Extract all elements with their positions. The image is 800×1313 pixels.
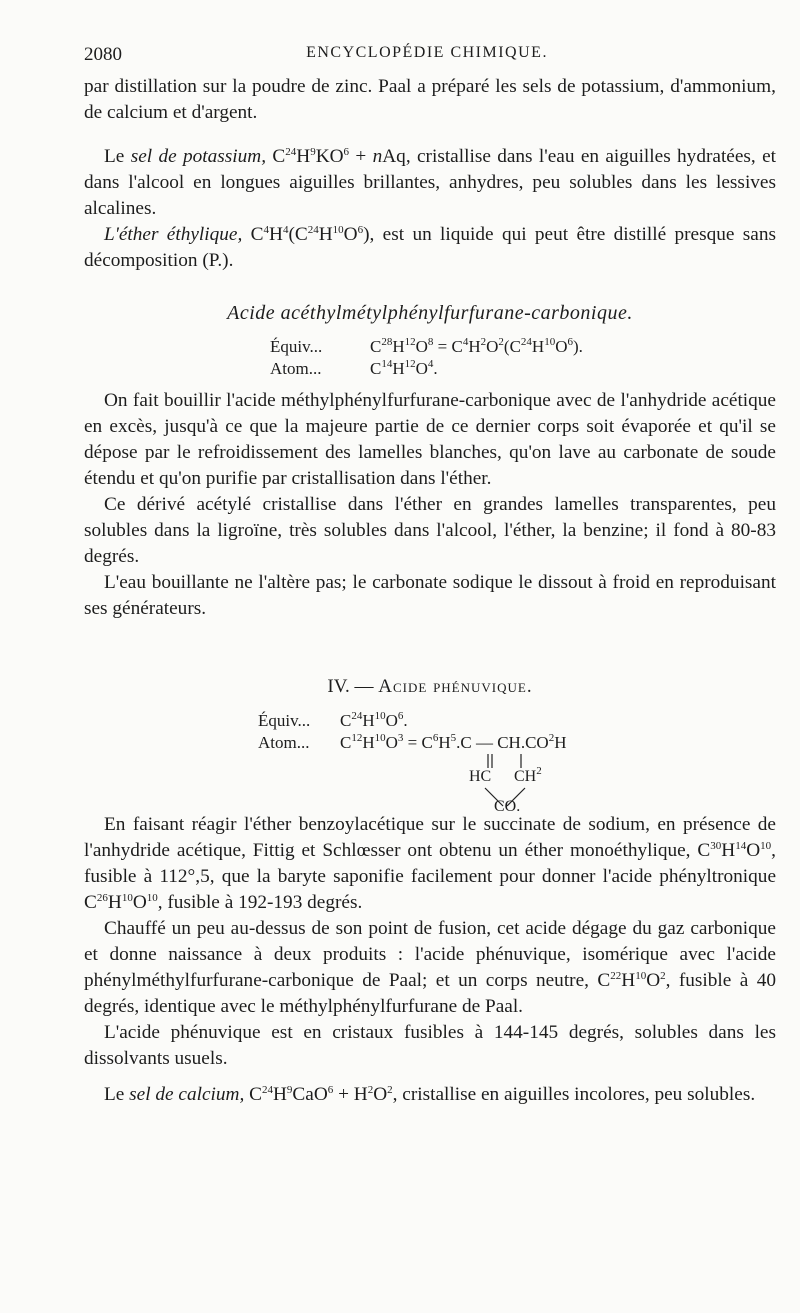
equiv-label-2: Équiv... xyxy=(258,711,311,730)
atom-formula-2: $C^{12}H^{10}O^3 = C^6H^5.C$ — $CH.CO^2H$ xyxy=(340,732,567,752)
paragraph-preparation: On fait bouillir l'acide méthylphénylfurfurane-carbonique avec de l'anhydride acétique en excès, jusqu'à ce que la majeure partie de ce dernier corps soit évaporée et qu'il se dépose par le refroidissement des lamelles blanches, qu'on lave au carbonate de soude étendu et qu'on purifie par cristallisation dans l'éther. xyxy=(84,390,776,489)
paragraph-potassium-salt: Le sel de potassium, $C^{24}H^9KO^6$ + nAq, cristallise dans l'eau en aiguilles hydratées, et dans l'alcool en longues aiguilles brillantes, anhydres, peu solubles dans les lessives alcalines. xyxy=(84,146,776,219)
formula-block-2 xyxy=(84,710,776,815)
section-heading-iv: IV. — Acide phénuvique. xyxy=(327,676,533,697)
formula-block-1 xyxy=(84,336,776,388)
atom-label-2: Atom... xyxy=(258,733,310,752)
term-calcium-salt: sel de calcium, xyxy=(129,1084,245,1105)
formula-potassium-salt: $C^{24}H^9KO^6$ + nAq xyxy=(272,146,406,167)
structure-bonds xyxy=(84,710,776,812)
section-title: Acide acéthylmétylphénylfurfurane-carbonique. xyxy=(227,302,633,324)
paragraph-heating: Chauffé un peu au-dessus de son point de fusion, cet acide dégage du gaz carbonique et donne naissance à deux produits : l'acide phénuvique, isomérique avec l'acide phénylméthylfurfurane-carbonique de Paal; et un corps neutre, $C^{22}H^{10}O^2$, fusible à 40 degrés, identique avec le méthylphénylfurfurane de Paal. xyxy=(84,918,776,1017)
paragraph-1: par distillation sur la poudre de zinc. Paal a préparé les sels de potassium, d'ammonium, de calcium et d'argent. xyxy=(84,76,776,123)
ch2-group: $CH^2$ xyxy=(514,765,542,785)
formula-calcium-salt: $C^{24}H^9CaO^6 + H^2O^2$ xyxy=(249,1084,393,1105)
equiv-label: Équiv... xyxy=(270,337,323,356)
term-potassium-salt: sel de potassium, xyxy=(130,146,267,167)
page-body xyxy=(84,74,776,1108)
page-header xyxy=(84,44,770,68)
paragraph-properties: Ce dérivé acétylé cristallise dans l'éther en grandes lamelles transparentes, peu solubles dans la ligroïne, très solubles dans l'alcool, l'éther, la benzine; il fond à 80-83 degrés. xyxy=(84,494,776,567)
paragraph-boiling-water: L'eau bouillante ne l'altère pas; le carbonate sodique le dissout à froid en reproduisant ses générateurs. xyxy=(84,572,776,619)
atom-label: Atom... xyxy=(270,359,322,378)
equiv-formula-2: $C^{24}H^{10}O^6$. xyxy=(340,710,408,730)
paragraph-calcium-salt: Le sel de calcium, $C^{24}H^9CaO^6 + H^2O^2$, cristallise en aiguilles incolores, peu solubles. xyxy=(104,1084,756,1105)
hc-group: HC xyxy=(469,768,492,785)
page-number: 2080 xyxy=(84,44,122,65)
co-group: CO. xyxy=(494,798,521,815)
paragraph-fittig: En faisant réagir l'éther benzoylacétique sur le succinate de sodium, en présence de l'anhydride acétique, Fittig et Schlœsser ont obtenu un éther monoéthylique, $C^{30}H^{14}O^{10}$, fusible à 112°,5, que la baryte saponifie facilement pour donner l'acide phényltronique $C^{26}H^{10}O^{10}$, fusible à 192-193 degrés. xyxy=(84,814,776,913)
paragraph-ethyl-ether: L'éther éthylique, $C^4H^4(C^{24}H^{10}O^6)$, est un liquide qui peut être distillé presque sans décomposition (P.). xyxy=(84,224,776,271)
atom-formula: $C^{14}H^{12}O^4$. xyxy=(370,358,438,378)
paragraph-crystals: L'acide phénuvique est en cristaux fusibles à 144-145 degrés, solubles dans les dissolvants usuels. xyxy=(84,1022,776,1069)
equiv-formula: $C^{28}H^{12}O^8 = C^4H^2O^2(C^{24}H^{10}O^6)$. xyxy=(370,336,583,356)
formula-ethyl-ether: $C^4H^4(C^{24}H^{10}O^6)$ xyxy=(250,224,370,245)
term-ethyl-ether: L'éther éthylique, xyxy=(104,224,243,245)
running-title: ENCYCLOPÉDIE CHIMIQUE. xyxy=(306,44,548,61)
